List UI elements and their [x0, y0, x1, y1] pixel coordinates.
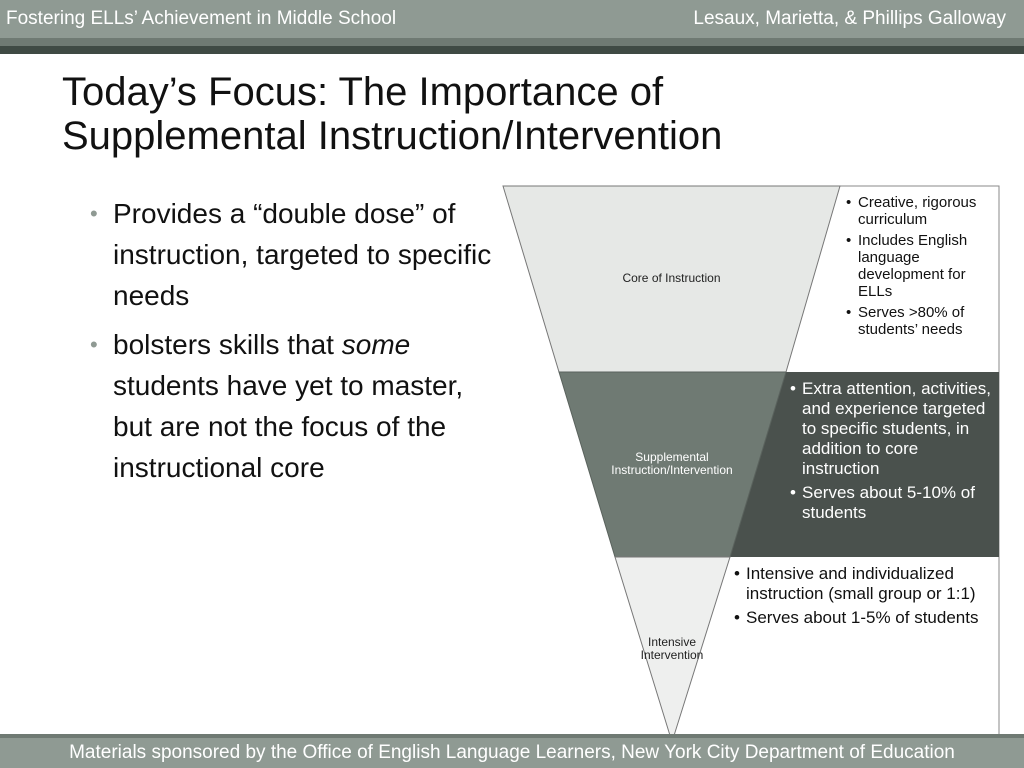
bullet-text-emphasis: some: [341, 329, 411, 360]
authors: Lesaux, Marietta, & Phillips Galloway: [693, 8, 1006, 29]
core-tier-label: Core of Instruction: [622, 271, 721, 285]
title-line-1: Today’s Focus: The Importance of: [62, 70, 664, 114]
intensive-point: • Intensive and individualized instruction (small group or 1:1): [734, 564, 976, 603]
bullet-dot-icon: •: [90, 201, 98, 226]
title-line-2: Supplemental Instruction/Intervention: [62, 114, 723, 158]
intensive-tier-label: Intensive Intervention: [640, 635, 704, 662]
footer-text: Materials sponsored by the Office of English Language Learners, New York City Department of Education: [69, 742, 955, 763]
supplemental-tier-description: [788, 379, 993, 527]
bullet-text-end: students have yet to master, but are not the focus of the instructional core: [113, 370, 464, 483]
bullet-text: Provides a “double dose” of instruction, targeted to specific needs: [113, 198, 492, 311]
supplemental-point: • Serves about 5-10% of students: [790, 483, 975, 522]
core-tier-description: [844, 194, 994, 342]
core-point: • Serves >80% of students’ needs: [846, 304, 965, 338]
supplemental-point: • Extra attention, activities, and experience targeted to specific students, in addition to core instruction: [790, 379, 991, 478]
course-title: Fostering ELLs’ Achievement in Middle School: [6, 8, 397, 29]
footer-stripe: [0, 734, 1024, 738]
bullet-dot-icon: •: [90, 332, 98, 357]
core-point: • Creative, rigorous curriculum: [846, 194, 977, 228]
intensive-tier-description: [732, 564, 994, 632]
supplemental-tier-label: Supplemental Instruction/Intervention: [611, 450, 733, 477]
intensive-point: • Serves about 1-5% of students: [734, 608, 979, 627]
bullet-text-start: bolsters skills that: [113, 329, 342, 360]
footer-bar: [0, 734, 1024, 768]
core-point: • Includes English language development for ELLs: [846, 232, 968, 300]
